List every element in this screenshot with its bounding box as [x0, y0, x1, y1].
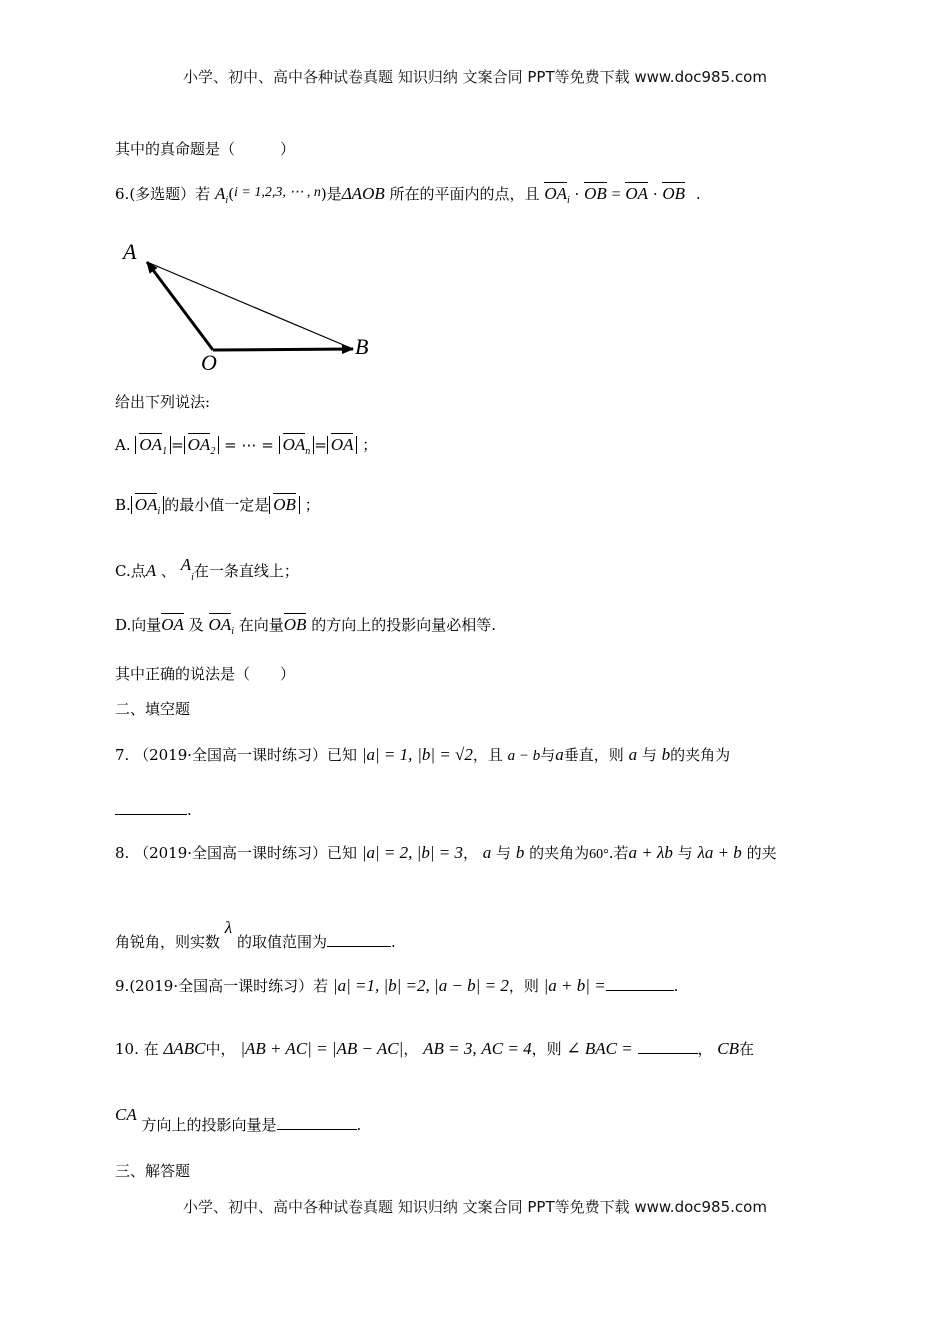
- section-solve: 三、解答题: [115, 1162, 191, 1180]
- statements-intro: 给出下列说法:: [115, 393, 211, 411]
- q7-answer-blank[interactable]: [115, 800, 187, 815]
- answer-prompt: 其中正确的说法是（ ）: [115, 665, 296, 683]
- vector-ob: [213, 349, 353, 350]
- label-b: B: [355, 334, 369, 359]
- question-8: 8. （2019·全国高一课时练习）已知 |a| = 2, |b| = 3， a 与 b 的夹角为60°.若a + λb 与 λa + b 的夹: [115, 843, 777, 862]
- q6-tag: (多选题）若: [129, 185, 211, 203]
- section-fill-in: 二、填空题: [115, 700, 191, 718]
- triangle-aob-diagram: [115, 232, 385, 377]
- label-o: O: [201, 350, 217, 375]
- q6-number: 6.: [115, 185, 130, 203]
- vector-oa: [147, 262, 213, 350]
- question-10-line-2: CA 方向上的投影向量是 .: [115, 1105, 362, 1134]
- q10-angle-blank[interactable]: [638, 1039, 698, 1054]
- option-d: D.向量OA 及 $OA_i$ 在向量OB 的方向上的投影向量必相等.: [115, 615, 496, 637]
- question-7-answer-line: .: [115, 800, 192, 820]
- question-6-stem: 6.(多选题）若 $A_i(i = 1,2,3$, ⋯ , n)是ΔAOB 所在的平面内的点，且 $OA_i$ · OB = OA · OB .: [115, 184, 701, 206]
- page-footer: 小学、初中、高中各种试卷真题 知识归纳 文案合同 PPT等免费下载 www.doc985.com: [183, 1198, 767, 1216]
- question-10: 10. 在 ΔABC中， |AB + AC| = |AB − AC|， AB = 3, AC = 4，则 ∠ BAC = ， CB在: [115, 1039, 755, 1058]
- q8-answer-blank[interactable]: [327, 932, 391, 947]
- q10-projection-blank[interactable]: [277, 1115, 357, 1130]
- option-a: A. $OA_1 = OA_2$ = ⋯ = $OA_n$ = OA ；: [115, 435, 378, 457]
- question-7: 7. （2019·全国高一课时练习）已知 |a| = 1, |b| = √2，且 a − b与a垂直，则 a 与 b的夹角为: [115, 745, 731, 764]
- q9-answer-blank[interactable]: [606, 976, 674, 991]
- question-8-line-2: 角锐角，则实数 λ 的取值范围为 .: [115, 918, 396, 951]
- label-a: A: [123, 239, 137, 264]
- option-c: C.点A 、 $A_i$在一条直线上；: [115, 555, 299, 583]
- prev-question-tail: 其中的真命题是（ ）: [115, 140, 296, 158]
- question-9: 9.(2019·全国高一课时练习）若 |a| =1, |b| =2, |a − b| = 2，则 |a + b| = .: [115, 976, 679, 995]
- page-header: 小学、初中、高中各种试卷真题 知识归纳 文案合同 PPT等免费下载 www.doc985.com: [183, 68, 767, 86]
- option-b: B. $OA_i$ 的最小值一定是 OB ；: [115, 495, 320, 517]
